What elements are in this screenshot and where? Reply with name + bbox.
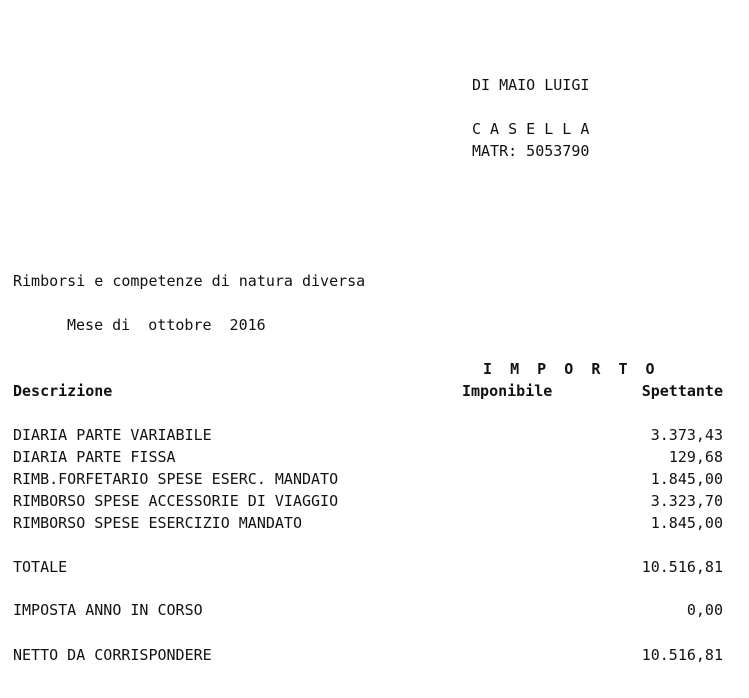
row-spettante: 1.845,00 — [650, 470, 723, 488]
col-descrizione-header: Descrizione — [13, 382, 113, 400]
col-spettante-header: Spettante — [641, 382, 723, 400]
row-descrizione: RIMBORSO SPESE ESERCIZIO MANDATO — [13, 514, 302, 532]
row-descrizione: RIMBORSO SPESE ACCESSORIE DI VIAGGIO — [13, 492, 339, 510]
totale-label: TOTALE — [13, 558, 68, 576]
document-title: Rimborsi e competenze di natura diversa — [13, 272, 366, 290]
col-imponibile-header: Imponibile — [462, 382, 553, 400]
row-spettante: 1.845,00 — [650, 514, 723, 532]
netto-value: 10.516,81 — [641, 646, 723, 664]
netto-label: NETTO DA CORRISPONDERE — [13, 646, 212, 664]
row-descrizione: DIARIA PARTE VARIABILE — [13, 426, 212, 444]
totale-value: 10.516,81 — [641, 558, 723, 576]
importo-header: I M P O R T O — [483, 360, 655, 378]
row-spettante: 3.323,70 — [650, 492, 723, 510]
imposta-value: 0,00 — [686, 601, 723, 619]
document-period: Mese di ottobre 2016 — [67, 316, 266, 334]
recipient-office: C A S E L L A — [472, 120, 590, 138]
row-descrizione: DIARIA PARTE FISSA — [13, 448, 176, 466]
recipient-name: DI MAIO LUIGI — [472, 76, 590, 94]
row-spettante: 3.373,43 — [650, 426, 723, 444]
row-spettante: 129,68 — [668, 448, 723, 466]
imposta-label: IMPOSTA ANNO IN CORSO — [13, 601, 203, 619]
row-descrizione: RIMB.FORFETARIO SPESE ESERC. MANDATO — [13, 470, 339, 488]
recipient-matr: MATR: 5053790 — [472, 142, 590, 160]
